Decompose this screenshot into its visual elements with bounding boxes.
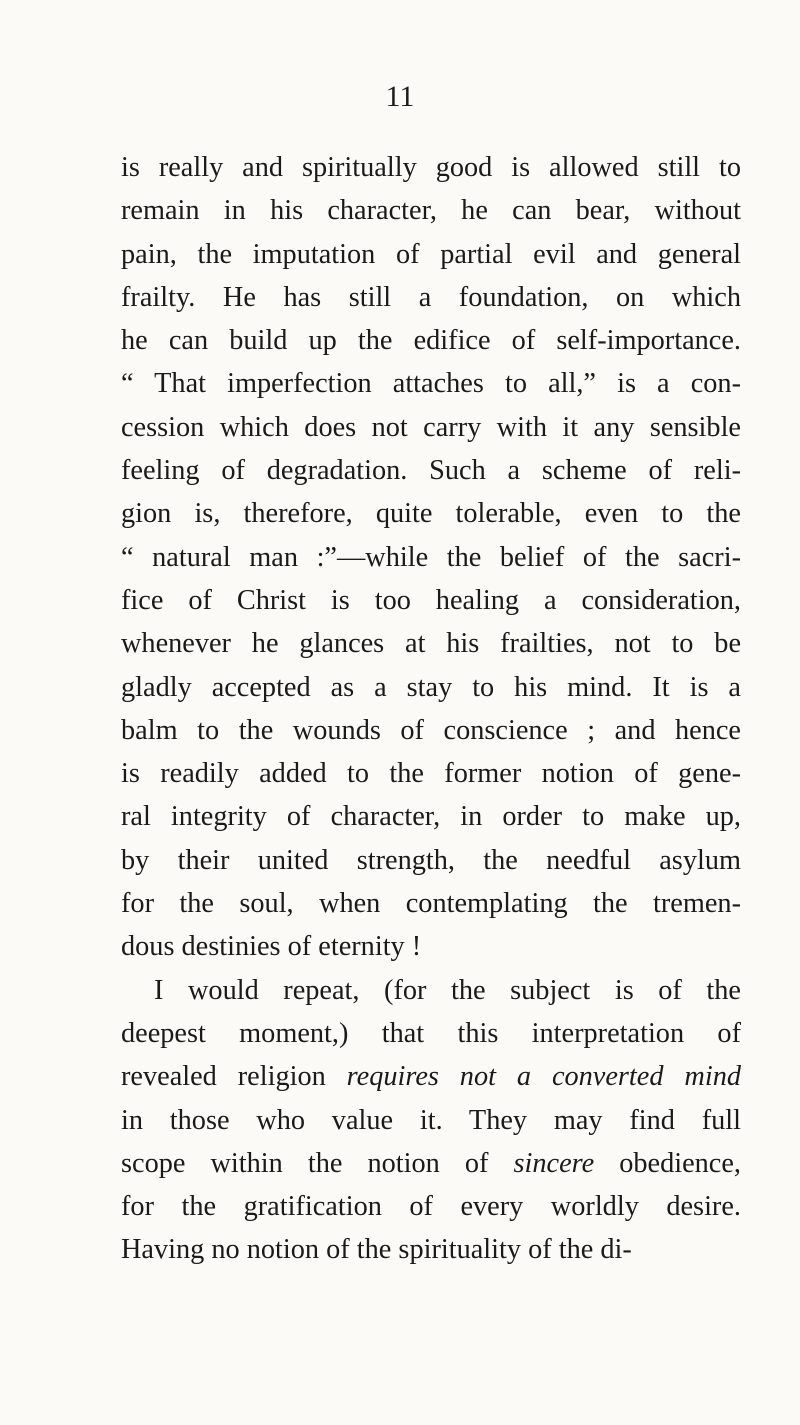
text-segment: for the gratification of every worldly desire. (121, 1191, 741, 1223)
text-line (121, 362, 741, 405)
text-line (121, 536, 741, 579)
text-line (121, 882, 741, 925)
body-text (121, 146, 741, 1272)
text-segment: ral integrity of character, in order to make up, (121, 801, 741, 833)
text-segment: dous destinies of eternity ! (121, 931, 422, 963)
text-line (121, 319, 741, 362)
text-segment: whenever he glances at his frailties, not to be (121, 628, 741, 660)
text-line (121, 1185, 741, 1228)
text-segment: gladly accepted as a stay to his mind. It is a (121, 671, 741, 703)
text-segment: in those who value it. They may find full (121, 1104, 741, 1136)
text-line (121, 752, 741, 795)
text-line (121, 795, 741, 838)
text-line (121, 146, 741, 189)
text-line (121, 622, 741, 665)
text-segment: Having no notion of the spirituality of the di- (121, 1234, 632, 1266)
text-line (121, 1099, 741, 1142)
page-number: 11 (385, 80, 415, 113)
italic-text: requires not a converted mind (346, 1061, 741, 1093)
text-line (121, 969, 741, 1012)
text-segment: scope within the notion of (121, 1147, 514, 1179)
text-line (121, 709, 741, 752)
text-segment: obedience, (594, 1147, 741, 1179)
text-line (121, 189, 741, 232)
text-line (121, 449, 741, 492)
text-line (121, 233, 741, 276)
text-segment: is really and spiritually good is allowed still to (121, 152, 741, 183)
text-line (121, 276, 741, 319)
text-segment: fice of Christ is too healing a consideration, (121, 584, 741, 616)
text-line (121, 1012, 741, 1055)
text-segment: by their united strength, the needful asylum (121, 844, 741, 876)
text-segment: feeling of degradation. Such a scheme of reli- (121, 455, 741, 487)
text-line (121, 406, 741, 449)
text-line (121, 579, 741, 622)
text-line (121, 925, 741, 968)
text-segment: frailty. He has still a foundation, on which (121, 281, 741, 313)
text-segment: cession which does not carry with it any sensible (121, 411, 741, 443)
text-segment: remain in his character, he can bear, without (121, 195, 741, 227)
text-line (121, 1228, 741, 1271)
text-segment: pain, the imputation of partial evil and general (121, 238, 741, 270)
text-segment: gion is, therefore, quite tolerable, even to the (121, 498, 741, 530)
italic-text: sincere (513, 1147, 595, 1179)
text-segment: is readily added to the former notion of gene- (121, 758, 741, 790)
text-line (121, 1142, 741, 1185)
text-line (121, 666, 741, 709)
text-segment: I would repeat, (for the subject is of the (154, 974, 741, 1006)
text-segment: “ That imperfection attaches to all,” is a con- (121, 368, 741, 400)
text-segment: balm to the wounds of conscience ; and hence (121, 714, 741, 746)
text-segment: for the soul, when contemplating the tremen- (121, 888, 741, 920)
text-segment: revealed religion (121, 1061, 347, 1093)
text-segment: deepest moment,) that this interpretation of (121, 1017, 741, 1049)
text-line (121, 492, 741, 535)
text-segment: he can build up the edifice of self-importance. (121, 325, 741, 357)
text-line (121, 1055, 741, 1098)
text-line (121, 839, 741, 882)
text-segment: “ natural man :”—while the belief of the sacri- (121, 541, 741, 573)
